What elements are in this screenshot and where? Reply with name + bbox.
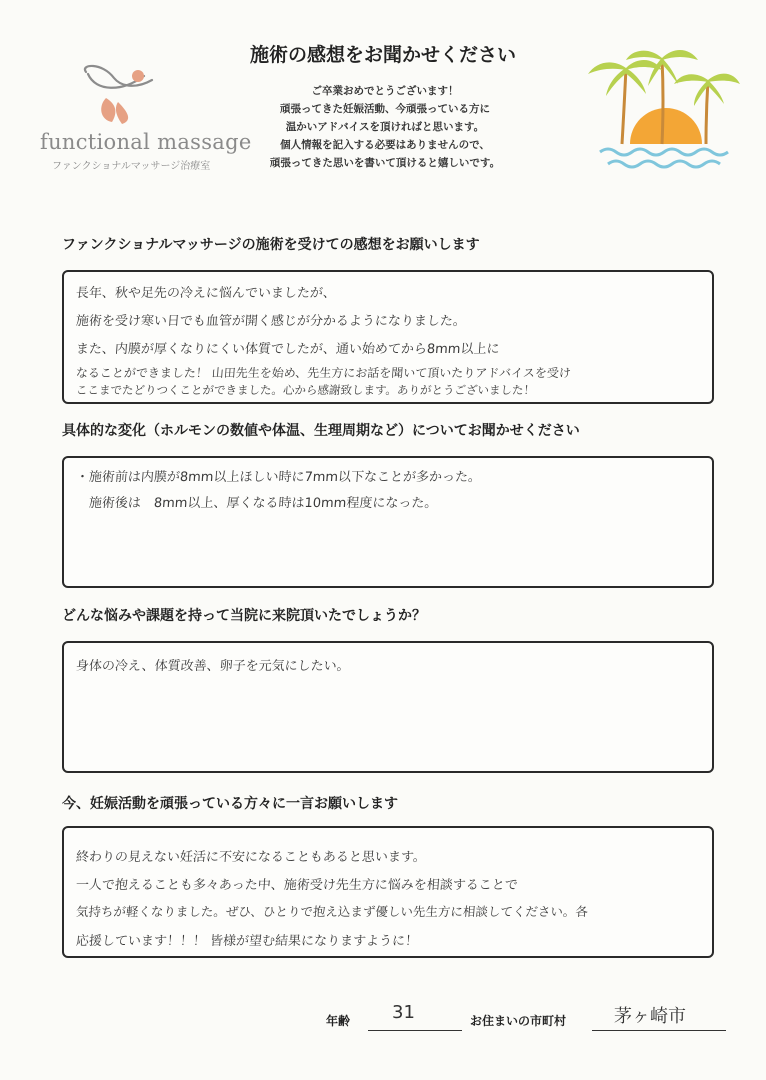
answer-2-box (62, 456, 714, 588)
intro-line: ご卒業おめでとうございます！ (311, 85, 459, 97)
answer-line: 施術を受け寒い日でも血管が開く感じが分かるようになりました。 (75, 314, 467, 329)
palm-tree-sunset-icon (582, 40, 742, 180)
answer-1-box (62, 270, 714, 404)
answer-4-box (62, 826, 714, 958)
answer-line: ここまでたどりつくことができました。心から感謝致します。ありがとうございました！ (75, 383, 536, 397)
intro-line: 温かいアドバイスを頂ければと思います。 (285, 121, 485, 133)
answer-line: ・施術前は内膜が8mm以上ほしい時に7mm以下なことが多かった。 (75, 470, 482, 485)
answer-line: なることができました！ 山田先生を始め、先生方にお話を聞いて頂いたりアドバイスを受け (75, 366, 572, 380)
butterfly-logo-icon (78, 62, 158, 128)
question-1-label: ファンクショナルマッサージの施術を受けての感想をお願いします (62, 237, 480, 253)
answer-line: 一人で抱えることも多々あった中、施術受け先生方に悩みを相談することで (75, 878, 519, 893)
intro-line: 頑張ってきた思いを書いて頂けると嬉しいです。 (269, 157, 501, 169)
question-2-label: 具体的な変化（ホルモンの数値や体温、生理周期など）についてお聞かせください (62, 423, 580, 439)
page-title: 施術の感想をお聞かせください (249, 44, 516, 66)
brand-name: functional massage (40, 130, 252, 154)
answer-line: 身体の冷え、体質改善、卵子を元気にしたい。 (75, 659, 351, 674)
city-label: お住まいの市町村 (470, 1014, 567, 1028)
question-3-label: どんな悩みや課題を持って当院に来院頂いたでしょうか？ (62, 608, 426, 624)
brand-subtitle: ファンクショナルマッサージ治療室 (52, 161, 211, 172)
intro-line: 頑張ってきた妊娠活動、今頑張っている方に (280, 103, 490, 115)
answer-3-box (62, 641, 714, 773)
city-underline (592, 1030, 726, 1031)
answer-line: 気持ちが軽くなりました。ぜひ、ひとりで抱え込まず優しい先生方に相談してください。各 (75, 904, 589, 919)
answer-line: 長年、秋や足先の冷えに悩んでいましたが、 (75, 286, 337, 301)
city-value: 茅ヶ崎市 (614, 1006, 686, 1027)
answer-line: 終わりの見えない妊活に不安になることもあると思います。 (75, 850, 427, 865)
answer-line: また、内膜が厚くなりにくい体質でしたが、通い始めてから8mm以上に (75, 342, 500, 357)
answer-line: 施術後は 8mm以上、厚くなる時は10mm程度になった。 (75, 496, 438, 511)
age-underline (368, 1030, 462, 1031)
answer-line: 応援しています！！！ 皆様が望む結果になりますように！ (75, 934, 419, 949)
intro-line: 個人情報を記入する必要はありませんので、 (280, 139, 490, 151)
intro-text (240, 82, 530, 172)
age-label: 年齢 (326, 1014, 351, 1028)
question-4-label: 今、妊娠活動を頑張っている方々に一言お願いします (62, 796, 398, 812)
age-value: 31 (392, 1002, 415, 1023)
